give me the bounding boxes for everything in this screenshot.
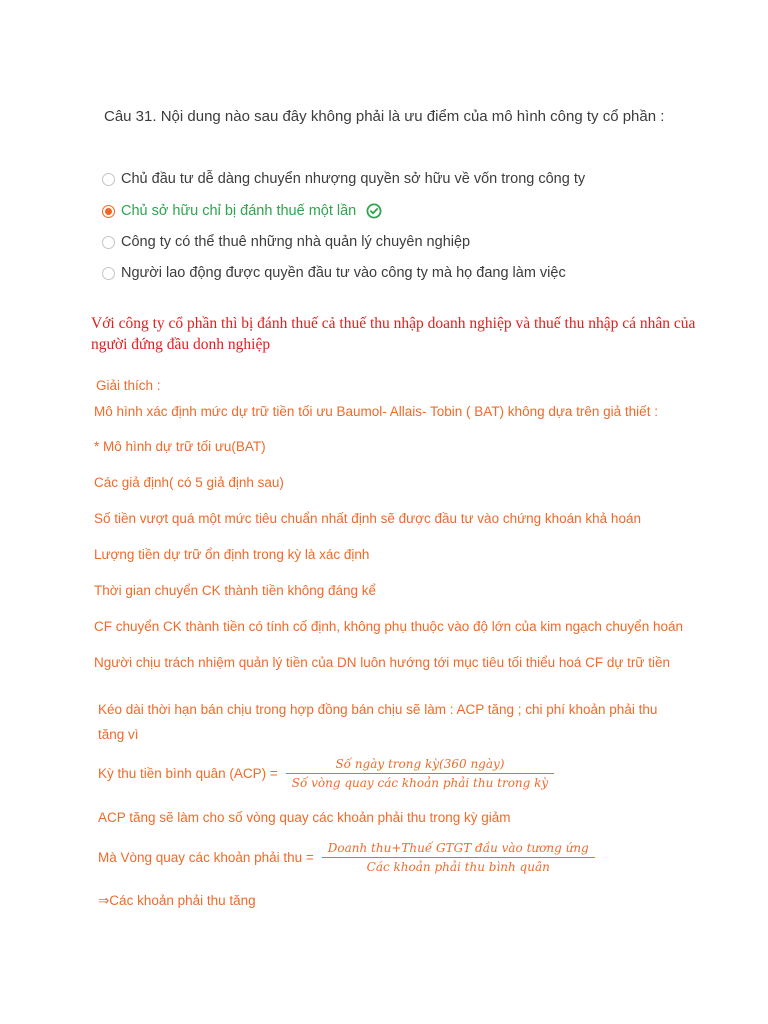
fraction-numerator: Doanh thu+Thuế GTGT đầu vào tương ứng: [327, 841, 589, 855]
option-label: Chủ sở hữu chỉ bị đánh thuế một lần: [121, 203, 357, 219]
fraction-numerator: Số ngày trong kỳ(360 ngày): [335, 757, 505, 771]
radio-button[interactable]: [102, 267, 115, 280]
question-text: Câu 31. Nội dung nào sau đây không phải là ưu điểm của mô hình công ty cổ phần :: [104, 108, 665, 125]
option-label: Công ty có thể thuê những nhà quản lý chuyên nghiệp: [121, 234, 471, 250]
option-label: Chủ đầu tư dễ dàng chuyển nhượng quyền sở hữu về vốn trong công ty: [121, 171, 586, 187]
turnover-formula: [98, 841, 595, 874]
answer-note: Với công ty cổ phần thì bị đánh thuế cả thuế thu nhập doanh nghiệp và thuế thu nhập cá nhân của người đứng đầu donh nghiệp: [91, 315, 696, 353]
conclusion-line: ⇒Các khoản phải thu tăng: [98, 893, 256, 908]
explanation-heading: Giải thích :: [96, 378, 161, 393]
fraction-denominator: Số vòng quay các khoản phải thu trong kỳ: [291, 776, 549, 790]
radio-button-selected[interactable]: [102, 205, 115, 218]
explanation-line: Mô hình xác định mức dự trữ tiền tối ưu Baumol- Allais- Tobin ( BAT) không dựa trên giả thiết :: [94, 404, 658, 419]
acp-formula: [98, 757, 554, 790]
answer-option-1[interactable]: [102, 169, 585, 189]
answer-option-2[interactable]: [102, 201, 382, 221]
explanation-line: CF chuyển CK thành tiền có tính cố định, không phụ thuộc vào độ lớn của kim ngạch chuyển hoán: [94, 619, 683, 634]
explanation-line: Thời gian chuyển CK thành tiền không đáng kể: [94, 583, 377, 598]
answer-option-4[interactable]: [102, 263, 566, 283]
formula-label: Mà Vòng quay các khoản phải thu =: [98, 850, 314, 865]
acp-paragraph: Kéo dài thời hạn bán chịu trong hợp đồng bán chịu sẽ làm : ACP tăng ; chi phí khoản phải thu tăng vì: [98, 702, 658, 742]
acp-line: ACP tăng sẽ làm cho số vòng quay các khoản phải thu trong kỳ giảm: [98, 810, 511, 825]
fraction: [286, 757, 554, 790]
fraction-denominator: Các khoản phải thu bình quân: [366, 860, 550, 874]
explanation-line: * Mô hình dự trữ tối ưu(BAT): [94, 439, 266, 454]
radio-button[interactable]: [102, 173, 115, 186]
explanation-line: Người chịu trách nhiệm quản lý tiền của DN luôn hướng tới mục tiêu tối thiểu hoá CF dự trữ tiền: [94, 655, 670, 670]
option-label: Người lao động được quyền đầu tư vào công ty mà họ đang làm việc: [121, 265, 566, 281]
explanation-line: Lượng tiền dự trữ ổn định trong kỳ là xác định: [94, 547, 370, 562]
explanation-line: Số tiền vượt quá một mức tiêu chuẩn nhất định sẽ được đầu tư vào chứng khoán khả hoán: [94, 511, 641, 526]
radio-button[interactable]: [102, 236, 115, 249]
check-circle-icon: [366, 203, 382, 219]
explanation-line: Các giả định( có 5 giả định sau): [94, 475, 284, 490]
answer-option-3[interactable]: [102, 232, 470, 252]
fraction: [322, 841, 595, 874]
formula-label: Kỳ thu tiền bình quân (ACP) =: [98, 766, 278, 781]
